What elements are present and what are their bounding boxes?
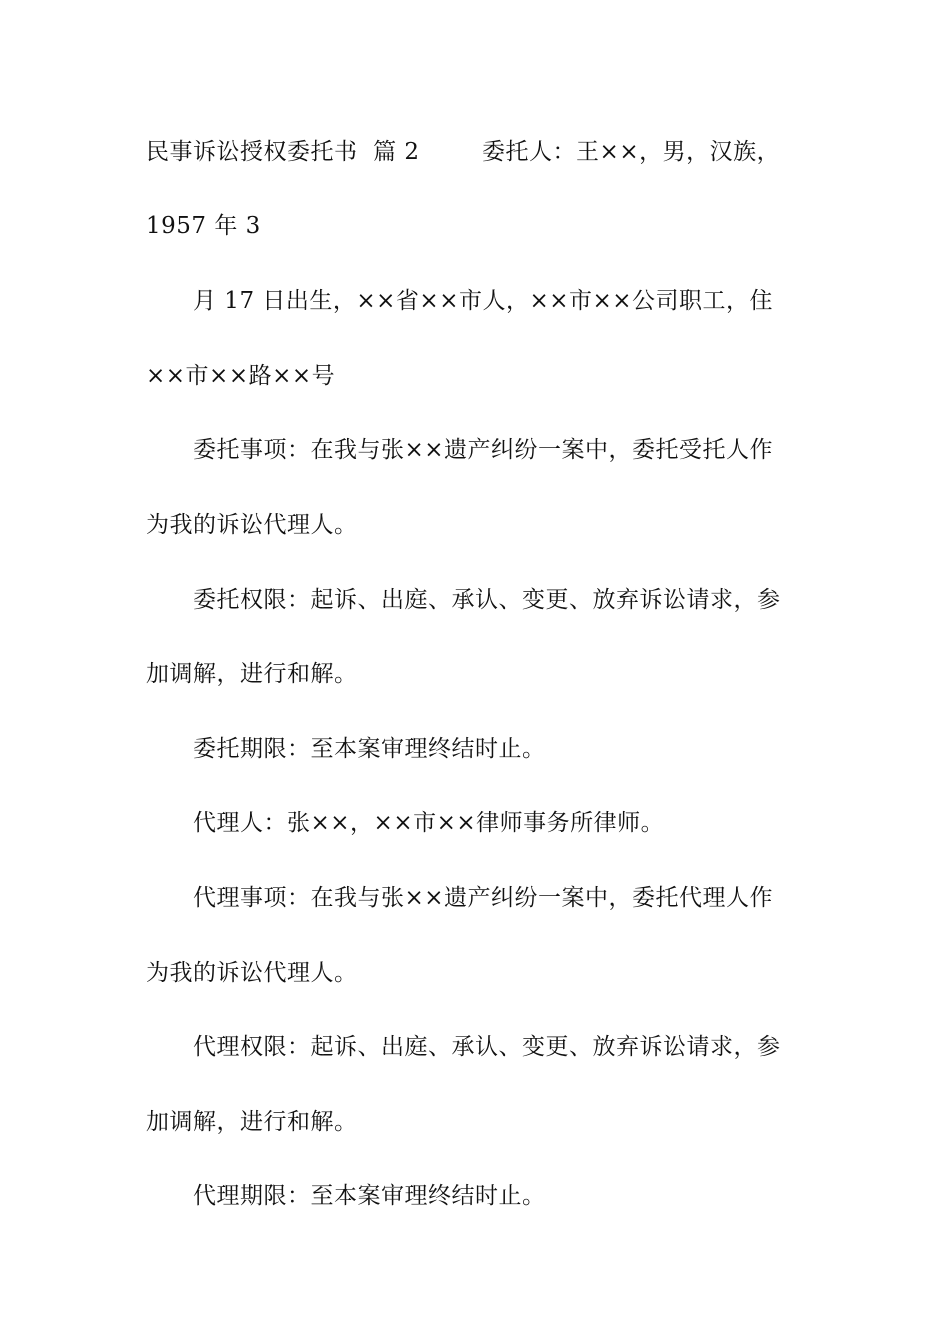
birth-year-line: 1957 年 3 xyxy=(146,213,261,239)
address-line: ××市××路××号 xyxy=(146,363,336,389)
title-and-principal-line: 民事诉讼授权委托书 篇 2 委托人：王××，男，汉族， xyxy=(146,139,781,165)
entrusted-authority-continued: 加调解，进行和解。 xyxy=(146,661,358,687)
agent-line: 代理人：张××，××市××律师事务所律师。 xyxy=(193,810,665,836)
entrusted-matter-continued: 为我的诉讼代理人。 xyxy=(146,512,358,538)
agency-term-line: 代理期限：至本案审理终结时止。 xyxy=(193,1183,546,1209)
entrusted-authority-line: 委托权限：起诉、出庭、承认、变更、放弃诉讼请求，参 xyxy=(193,587,781,613)
agency-authority-line: 代理权限：起诉、出庭、承认、变更、放弃诉讼请求，参 xyxy=(193,1034,781,1060)
agency-matter-continued: 为我的诉讼代理人。 xyxy=(146,960,358,986)
birth-and-address-line: 月 17 日出生，××省××市人，××市××公司职工，住 xyxy=(193,288,774,314)
entrusted-term-line: 委托期限：至本案审理终结时止。 xyxy=(193,736,546,762)
agency-authority-continued: 加调解，进行和解。 xyxy=(146,1109,358,1135)
agency-matter-line: 代理事项：在我与张××遗产纠纷一案中，委托代理人作 xyxy=(193,885,774,911)
entrusted-matter-line: 委托事项：在我与张××遗产纠纷一案中，委托受托人作 xyxy=(193,437,774,463)
